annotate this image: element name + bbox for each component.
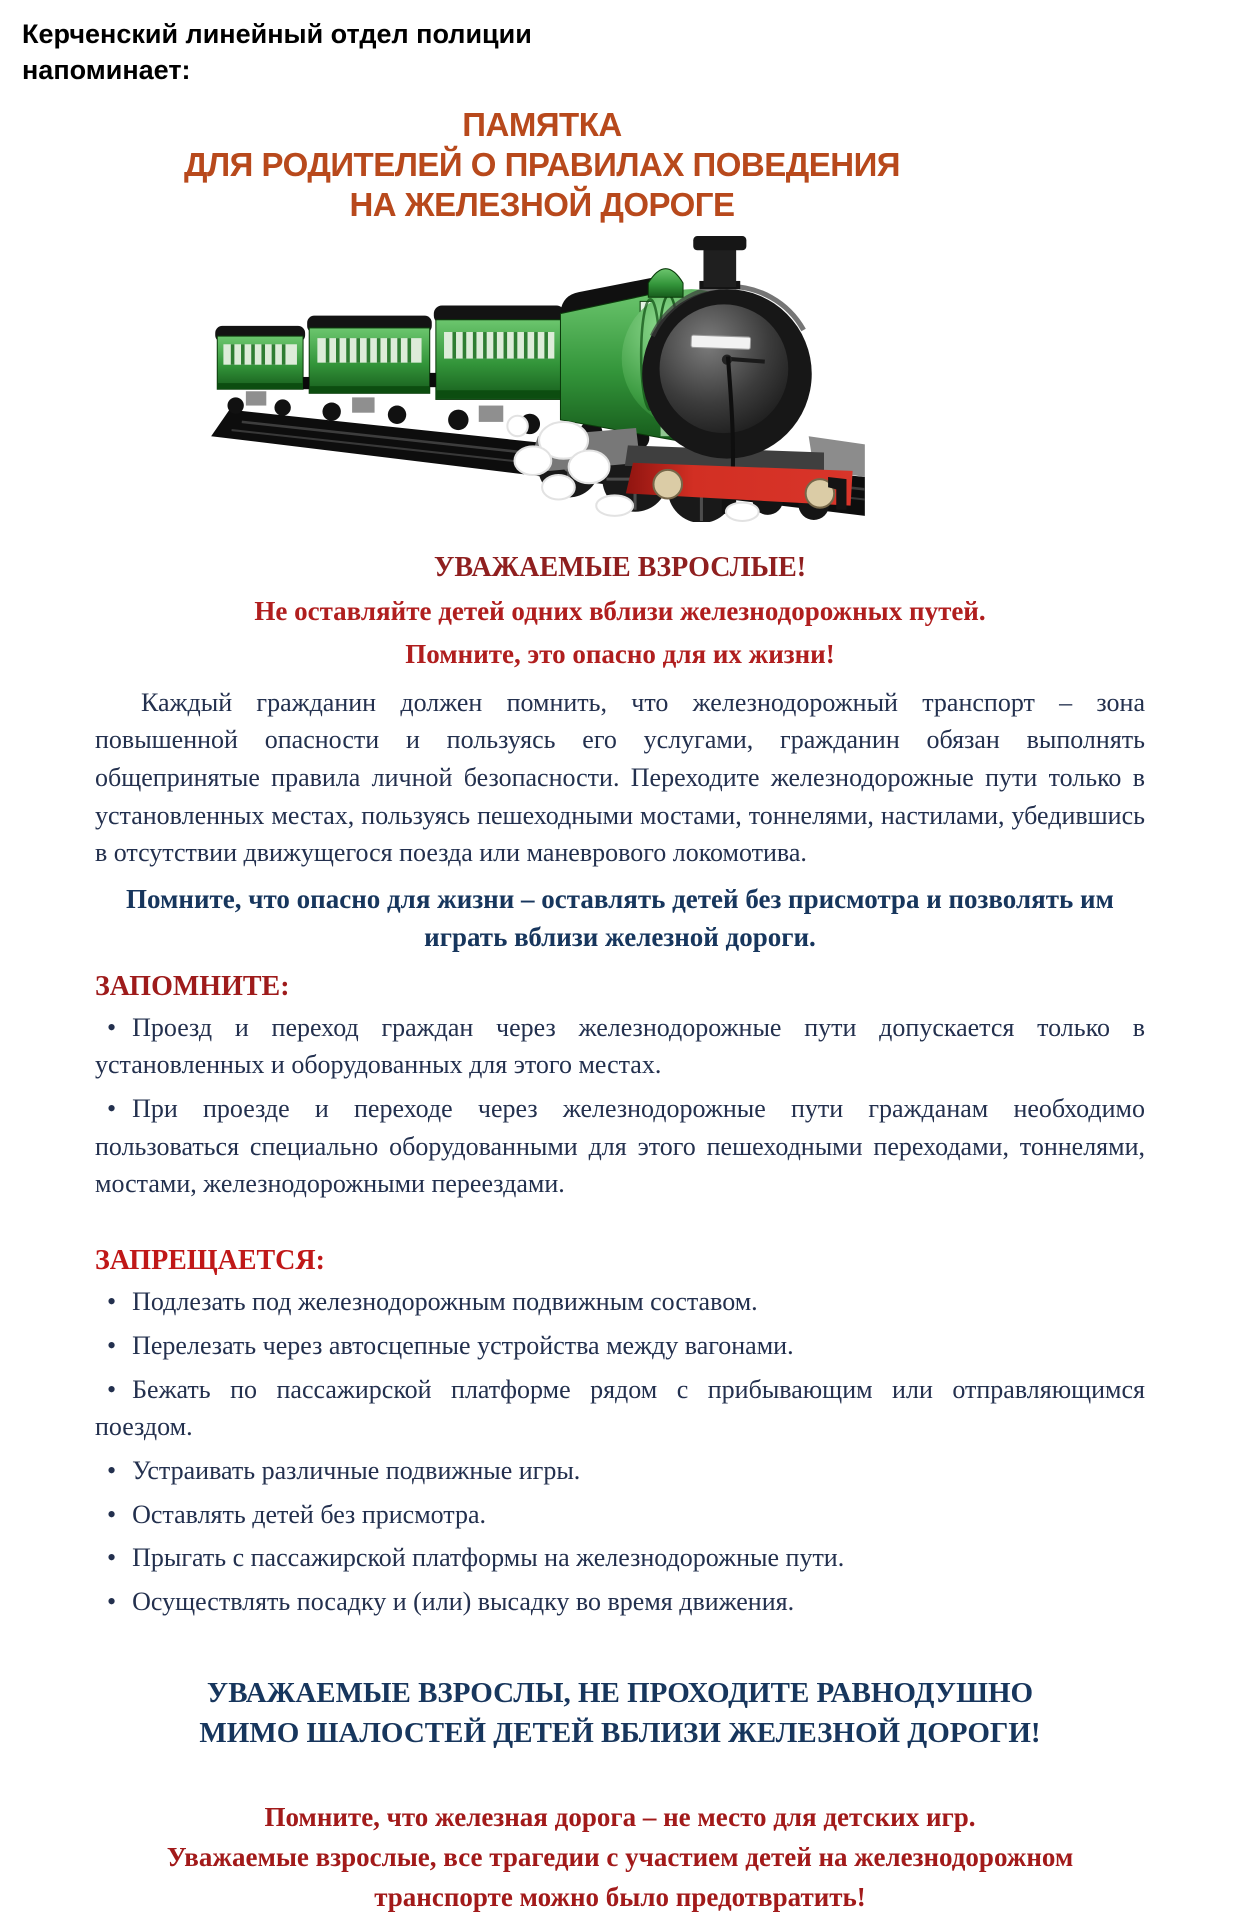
final-note <box>95 1798 1145 1918</box>
train-illustration <box>208 236 868 522</box>
remember-list <box>95 1009 1145 1203</box>
final-note-line-1: Помните, что железная дорога – не место для детских игр. <box>264 1801 976 1832</box>
issuer-header <box>22 16 662 89</box>
list-item: • Подлезать под железнодорожным подвижным составом. <box>95 1283 1145 1321</box>
warning-line-2: Помните, это опасно для их жизни! <box>405 638 835 669</box>
list-item: • При проезде и переходе через железнодорожные пути гражданам необходимо пользоваться специально оборудованными для этого пешеходными переходами, тоннелями, мостами, железнодорожными переездами. <box>95 1090 1145 1203</box>
title-line-1: ПАМЯТКА <box>462 105 622 143</box>
title-line-2: ДЛЯ РОДИТЕЛЕЙ О ПРАВИЛАХ ПОВЕДЕНИЯ <box>183 146 901 184</box>
issuer-line-1: Керченский линейный отдел полиции <box>22 19 532 49</box>
issuer-line-2: напоминает: <box>22 55 191 86</box>
list-item: • Проезд и переход граждан через железнодорожные пути допускается только в установленных и оборудованных для этого местах. <box>95 1009 1145 1084</box>
title-line-3: НА ЖЕЛЕЗНОЙ ДОРОГЕ <box>349 186 735 224</box>
memo-body <box>0 552 1240 1918</box>
forbidden-heading: ЗАПРЕЩАЕТСЯ: <box>95 1245 325 1277</box>
list-item: • Устраивать различные подвижные игры. <box>95 1452 1145 1490</box>
intro-paragraph: Каждый гражданин должен помнить, что железнодорожный транспорт – зона повышенной опасности и пользуясь его услугами, гражданин обязан выполнять общепринятые правила личной безопасности. Переходите железнодорожные пути только в установленных местах, пользуясь пешеходными мостами, тоннелями, настилами, убедившись в отсутствии движущегося поезда или маневрового локомотива. <box>95 687 1145 868</box>
remember-heading: ЗАПОМНИТЕ: <box>95 970 290 1002</box>
appeal: УВАЖАЕМЫЕ ВЗРОСЛЫ, НЕ ПРОХОДИТЕ РАВНОДУШНО МИМО ШАЛОСТЕЙ ДЕТЕЙ ВБЛИЗИ ЖЕЛЕЗНОЙ ДОРОГИ! <box>199 1676 1041 1750</box>
list-item: • Перелезать через автосцепные устройства между вагонами. <box>95 1327 1145 1365</box>
document-title <box>62 105 1022 226</box>
forbidden-list <box>95 1283 1145 1621</box>
list-item: • Бежать по пассажирской платформе рядом с прибывающим или отправляющимся поездом. <box>95 1371 1145 1446</box>
steam-train-icon <box>208 236 868 522</box>
safety-reminder: Помните, что опасно для жизни – оставлять детей без присмотра и позволять им играть вблизи железной дороги. <box>126 884 1114 953</box>
list-item: • Прыгать с пассажирской платформы на железнодорожные пути. <box>95 1539 1145 1577</box>
final-note-line-2: Уважаемые взрослые, все трагедии с участием детей на железнодорожном транспорте можно было предотвратить! <box>166 1841 1074 1912</box>
warning-line-1: Не оставляйте детей одних вблизи железнодорожных путей. <box>254 595 986 626</box>
list-item: • Осуществлять посадку и (или) высадку во время движения. <box>95 1583 1145 1621</box>
salutation: УВАЖАЕМЫЕ ВЗРОСЛЫЕ! <box>433 551 807 583</box>
list-item: • Оставлять детей без присмотра. <box>95 1496 1145 1534</box>
